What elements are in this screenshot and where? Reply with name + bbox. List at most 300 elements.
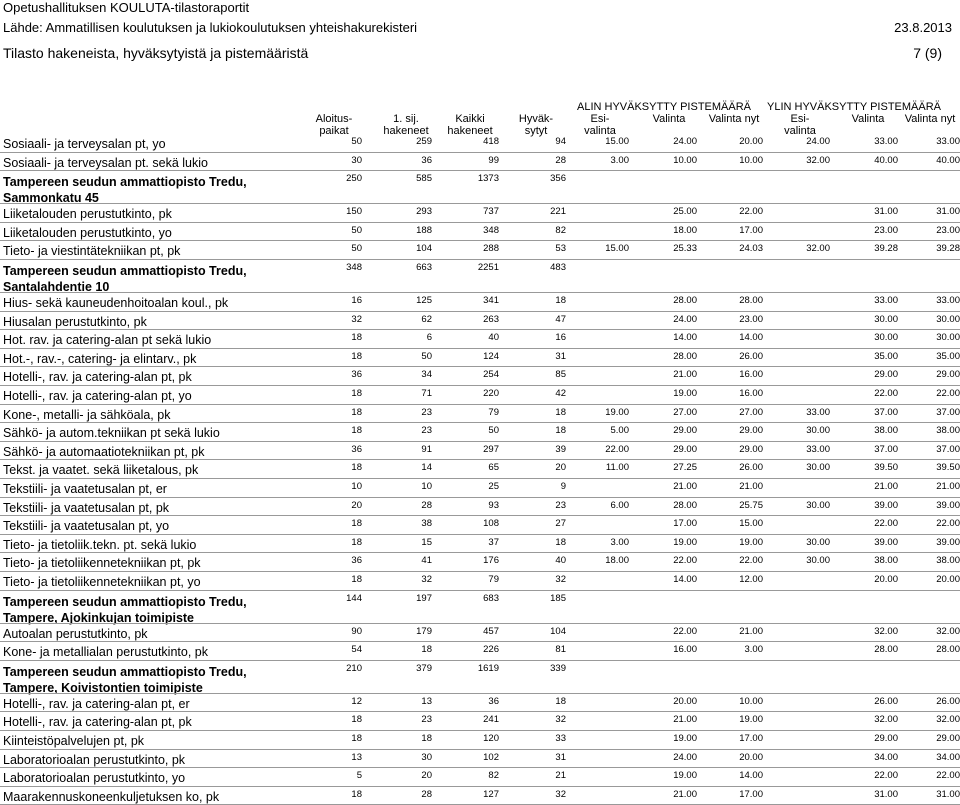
table-row (0, 535, 960, 554)
cell-value: 341 (483, 295, 499, 306)
cell-value: 32.00 (874, 625, 898, 637)
cell-value: 14.00 (673, 574, 697, 585)
table-row (0, 330, 960, 349)
cell-value: 16.00 (739, 388, 763, 399)
cell-value: 36 (351, 555, 362, 567)
app-title: Opetushallituksen KOULUTA-tilastoraportit (3, 0, 250, 15)
table-row (0, 241, 960, 260)
cell-value: 210 (346, 662, 362, 674)
table-row (0, 768, 960, 787)
table-row (0, 553, 960, 572)
row-label: Hotelli-, rav. ja catering-alan pt, er (3, 696, 190, 711)
cell-value: 50 (421, 350, 432, 362)
cell-value: 18 (555, 406, 566, 418)
cell-value: 17.00 (739, 224, 763, 236)
cell-value: 21 (555, 770, 566, 782)
cell-value: 5 (356, 770, 362, 782)
cell-value: 31.00 (936, 206, 960, 218)
cell-value: 39.28 (936, 243, 960, 255)
cell-value: 19.00 (673, 536, 697, 548)
cell-value: 36 (351, 369, 362, 381)
report-title: Tilasto hakeneista, hyväksytyistä ja pistemääristä (3, 45, 309, 61)
cell-value: 79 (488, 406, 499, 418)
column-header-line: Aloitus- (315, 113, 353, 125)
cell-value: 32 (555, 714, 566, 726)
cell-value: 32.00 (806, 154, 830, 166)
cell-value: 22.00 (874, 388, 898, 399)
cell-value: 22.00 (673, 555, 697, 567)
cell-value: 21.00 (673, 788, 697, 800)
column-header-line: valinta (584, 125, 616, 137)
table-row (0, 516, 960, 535)
cell-value: 1619 (477, 662, 499, 674)
cell-value: 27 (555, 518, 566, 530)
cell-value: 23.00 (874, 224, 898, 236)
cell-value: 20.00 (673, 695, 697, 707)
cell-value: 29.00 (936, 369, 960, 381)
cell-value: 483 (550, 262, 566, 273)
cell-value: 30.00 (806, 499, 830, 511)
cell-value: 25 (488, 481, 499, 492)
row-label: Tieto- ja tietoliik.tekn. pt. sekä lukio (3, 537, 197, 552)
cell-value: 226 (483, 644, 499, 656)
cell-value: 32.00 (936, 714, 960, 726)
cell-value: 35.00 (936, 350, 960, 362)
cell-value: 32.00 (806, 243, 830, 255)
cell-value: 32.00 (936, 625, 960, 637)
cell-value: 28 (421, 499, 432, 511)
cell-value: 16.00 (673, 644, 697, 656)
cell-value: 18 (351, 714, 362, 726)
cell-value: 18 (555, 536, 566, 548)
row-label: Tieto- ja tietoliikennetekniikan pt, yo (3, 575, 201, 589)
cell-value: 79 (488, 574, 499, 585)
table-row (0, 312, 960, 331)
cell-value: 50 (351, 136, 362, 147)
cell-value: 29.00 (874, 369, 898, 381)
cell-value: 19.00 (673, 733, 697, 744)
row-label: Hotelli-, rav. ja catering-alan pt, yo (3, 389, 192, 403)
cell-value: 18 (351, 462, 362, 474)
cell-value: 20.00 (874, 574, 898, 585)
cell-value: 15.00 (739, 518, 763, 530)
cell-value: 14.00 (739, 770, 763, 782)
cell-value: 32 (351, 313, 362, 325)
cell-value: 90 (351, 625, 362, 637)
column-header-line: Hyväk- (518, 113, 554, 125)
table-row (0, 731, 960, 750)
column-header-line: hakeneet (447, 125, 493, 137)
table-row (0, 134, 960, 153)
cell-value: 356 (550, 173, 566, 185)
table-row (0, 624, 960, 643)
table-row (0, 349, 960, 368)
cell-value: 28.00 (739, 295, 763, 306)
table-row (0, 750, 960, 769)
cell-value: 24.00 (673, 751, 697, 763)
cell-value: 50 (351, 224, 362, 236)
cell-value: 31.00 (936, 788, 960, 800)
cell-value: 28 (421, 788, 432, 800)
cell-value: 33.00 (936, 136, 960, 147)
cell-value: 3.00 (610, 536, 629, 548)
cell-value: 31 (555, 350, 566, 362)
cell-value: 36 (488, 695, 499, 707)
cell-value: 120 (483, 733, 499, 744)
cell-value: 26.00 (936, 695, 960, 707)
cell-value: 29.00 (673, 425, 697, 437)
report-date: 23.8.2013 (894, 20, 952, 35)
cell-value: 125 (416, 295, 432, 306)
cell-value: 39.28 (874, 243, 898, 255)
row-label: Tekst. ja vaatet. sekä liiketalous, pk (3, 463, 199, 478)
cell-value: 10.00 (739, 695, 763, 707)
section-row (0, 171, 960, 204)
cell-value: 38.00 (936, 555, 960, 567)
cell-value: 36 (351, 443, 362, 455)
cell-value: 20 (421, 770, 432, 782)
row-label: Hot. rav. ja catering-alan pt sekä lukio (3, 333, 212, 348)
cell-value: 85 (555, 369, 566, 381)
cell-value: 30.00 (936, 332, 960, 344)
section-row (0, 591, 960, 624)
cell-value: 188 (416, 224, 432, 236)
cell-value: 28.00 (874, 644, 898, 656)
cell-value: 250 (346, 173, 362, 185)
cell-value: 37.00 (936, 406, 960, 418)
cell-value: 29.00 (739, 425, 763, 437)
cell-value: 5.00 (610, 425, 629, 437)
cell-value: 65 (488, 462, 499, 474)
column-header-line: sytyt (524, 125, 548, 137)
cell-value: 6.00 (610, 499, 629, 511)
cell-value: 18 (351, 388, 362, 399)
cell-value: 54 (351, 644, 362, 656)
cell-value: 32 (421, 574, 432, 585)
cell-value: 16.00 (739, 369, 763, 381)
cell-value: 22.00 (739, 555, 763, 567)
cell-value: 32 (555, 574, 566, 585)
cell-value: 18 (351, 574, 362, 585)
cell-value: 16 (555, 332, 566, 344)
cell-value: 14.00 (739, 332, 763, 344)
row-label: Kone- ja metallialan perustutkinto, pk (3, 645, 208, 660)
cell-value: 23.00 (739, 313, 763, 325)
cell-value: 34 (421, 369, 432, 381)
column-header-line: 1. sij. (393, 113, 419, 125)
table-row (0, 694, 960, 713)
column-header-line: valinta (784, 125, 816, 137)
cell-value: 33.00 (874, 295, 898, 306)
cell-value: 1373 (477, 173, 499, 185)
table-row (0, 642, 960, 661)
cell-value: 179 (416, 625, 432, 637)
cell-value: 21.00 (673, 369, 697, 381)
cell-value: 37 (488, 536, 499, 548)
cell-value: 32.00 (874, 714, 898, 726)
row-label: Sähkö- ja automaatiotekniikan pt, pk (3, 444, 205, 459)
cell-value: 94 (555, 136, 566, 147)
table-row (0, 423, 960, 442)
cell-value: 37.00 (874, 443, 898, 455)
cell-value: 30 (351, 154, 362, 166)
cell-value: 13 (351, 751, 362, 763)
cell-value: 102 (483, 751, 499, 763)
cell-value: 3.00 (610, 154, 629, 166)
cell-value: 10 (421, 481, 432, 492)
cell-value: 21.00 (673, 714, 697, 726)
table-row (0, 712, 960, 731)
cell-value: 39.00 (936, 536, 960, 548)
cell-value: 82 (488, 770, 499, 782)
cell-value: 25.00 (673, 206, 697, 218)
cell-value: 38.00 (936, 425, 960, 437)
cell-value: 22.00 (874, 518, 898, 530)
cell-value: 47 (555, 313, 566, 325)
cell-value: 39.00 (874, 536, 898, 548)
table-row (0, 498, 960, 517)
table-row (0, 223, 960, 242)
cell-value: 39.00 (874, 499, 898, 511)
row-label: Tieto- ja viestintätekniikan pt, pk (3, 244, 181, 259)
cell-value: 50 (351, 243, 362, 255)
cell-value: 25.75 (739, 499, 763, 511)
source-line: Lähde: Ammatillisen koulutuksen ja lukiokoulutuksen yhteishakurekisteri (3, 20, 418, 35)
cell-value: 29.00 (739, 443, 763, 455)
row-label: Liiketalouden perustutkinto, yo (3, 225, 172, 240)
cell-value: 20 (351, 499, 362, 511)
cell-value: 13 (421, 695, 432, 707)
cell-value: 30.00 (806, 536, 830, 548)
cell-value: 29.00 (673, 443, 697, 455)
cell-value: 18.00 (673, 224, 697, 236)
table-row (0, 204, 960, 223)
cell-value: 22.00 (936, 388, 960, 399)
cell-value: 18 (351, 406, 362, 418)
column-header-line: Valinta (851, 113, 885, 125)
cell-value: 11.00 (605, 462, 629, 474)
cell-value: 36 (421, 154, 432, 166)
cell-value: 254 (483, 369, 499, 381)
cell-value: 38.00 (874, 555, 898, 567)
cell-value: 124 (483, 350, 499, 362)
column-header-line: paikat (319, 125, 349, 137)
cell-value: 15.00 (605, 136, 629, 147)
cell-value: 42 (555, 388, 566, 399)
cell-value: 62 (421, 313, 432, 325)
cell-value: 33.00 (874, 136, 898, 147)
row-label: Sosiaali- ja terveysalan pt. sekä lukio (3, 155, 208, 170)
cell-value: 10.00 (739, 154, 763, 166)
cell-value: 28 (555, 154, 566, 166)
cell-value: 50 (488, 425, 499, 437)
cell-value: 18 (421, 644, 432, 656)
column-header-line: Kaikki (455, 113, 485, 125)
row-label: Hotelli-, rav. ja catering-alan pt, pk (3, 370, 192, 385)
cell-value: 33 (555, 733, 566, 744)
cell-value: 18 (351, 332, 362, 344)
cell-value: 33.00 (806, 406, 830, 418)
cell-value: 297 (483, 443, 499, 455)
table-row (0, 153, 960, 172)
cell-value: 293 (416, 206, 432, 218)
column-header-line: hakeneet (383, 125, 429, 137)
cell-value: 21.00 (739, 625, 763, 637)
cell-value: 263 (483, 313, 499, 325)
cell-value: 81 (555, 644, 566, 656)
cell-value: 21.00 (874, 481, 898, 492)
cell-value: 16 (351, 295, 362, 306)
cell-value: 40.00 (936, 154, 960, 166)
column-header-7 (699, 113, 769, 125)
table-row (0, 572, 960, 591)
table-row (0, 367, 960, 386)
cell-value: 82 (555, 224, 566, 236)
table-row (0, 442, 960, 461)
cell-value: 30.00 (806, 555, 830, 567)
cell-value: 32 (555, 788, 566, 800)
row-label: Tekstiili- ja vaatetusalan pt, yo (3, 519, 170, 534)
cell-value: 29.00 (874, 733, 898, 744)
cell-value: 30.00 (874, 313, 898, 325)
column-header-line: Esi- (590, 113, 610, 125)
cell-value: 18 (351, 733, 362, 744)
table-row (0, 787, 960, 805)
cell-value: 288 (483, 243, 499, 255)
column-header-line: Valinta nyt (904, 113, 956, 125)
row-label: Maarakennuskoneenkuljetuksen ko, pk (3, 789, 220, 804)
cell-value: 38 (421, 518, 432, 530)
cell-value: 176 (483, 555, 499, 567)
cell-value: 457 (483, 625, 499, 637)
cell-value: 39.50 (936, 462, 960, 474)
row-label: Kiinteistöpalvelujen pt, pk (3, 734, 145, 748)
row-label: Sähkö- ja autom.tekniikan pt sekä lukio (3, 426, 220, 441)
cell-value: 91 (421, 443, 432, 455)
cell-value: 40 (555, 555, 566, 567)
cell-value: 25.33 (673, 243, 697, 255)
cell-value: 737 (483, 206, 499, 218)
cell-value: 24.00 (673, 136, 697, 147)
cell-value: 28.00 (936, 644, 960, 656)
cell-value: 24.00 (806, 136, 830, 147)
row-label: Hotelli-, rav. ja catering-alan pt, pk (3, 715, 192, 730)
cell-value: 30.00 (806, 425, 830, 437)
cell-value: 28.00 (673, 350, 697, 362)
column-header-line: Esi- (790, 113, 810, 125)
cell-value: 28.00 (673, 499, 697, 511)
cell-value: 220 (483, 388, 499, 399)
cell-value: 17.00 (673, 518, 697, 530)
cell-value: 30.00 (806, 462, 830, 474)
cell-value: 37.00 (874, 406, 898, 418)
group-header-ylin: YLIN HYVÄKSYTTY PISTEMÄÄRÄ (766, 101, 941, 113)
cell-value: 10 (351, 481, 362, 492)
section-label: Tampereen seudun ammattiopisto Tredu, Tampere, Koivistontien toimipiste (3, 664, 247, 695)
cell-value: 10.00 (673, 154, 697, 166)
row-label: Tekstiili- ja vaatetusalan pt, er (3, 482, 167, 496)
cell-value: 33.00 (936, 295, 960, 306)
cell-value: 28.00 (673, 295, 697, 306)
row-label: Sosiaali- ja terveysalan pt, yo (3, 137, 166, 151)
cell-value: 35.00 (874, 350, 898, 362)
column-header-10 (895, 113, 960, 125)
cell-value: 3.00 (744, 644, 763, 656)
cell-value: 683 (483, 592, 499, 604)
cell-value: 41 (421, 555, 432, 567)
cell-value: 20.00 (739, 751, 763, 763)
section-row (0, 260, 960, 293)
row-label: Hius- sekä kauneudenhoitoalan koul., pk (3, 296, 229, 310)
section-label: Tampereen seudun ammattiopisto Tredu, Santalahdentie 10 (3, 264, 247, 294)
cell-value: 18 (555, 295, 566, 306)
row-label: Hot.-, rav.-, catering- ja elintarv., pk (3, 351, 197, 366)
cell-value: 23 (421, 425, 432, 437)
cell-value: 29.00 (936, 733, 960, 744)
cell-value: 663 (416, 262, 432, 273)
cell-value: 22.00 (874, 770, 898, 782)
cell-value: 19.00 (739, 714, 763, 726)
table-row (0, 479, 960, 498)
cell-value: 17.00 (739, 788, 763, 800)
cell-value: 23.00 (936, 224, 960, 236)
cell-value: 20.00 (739, 136, 763, 147)
cell-value: 24.03 (739, 243, 763, 255)
cell-value: 14.00 (673, 332, 697, 344)
cell-value: 348 (483, 224, 499, 236)
cell-value: 26.00 (739, 350, 763, 362)
cell-value: 17.00 (739, 733, 763, 744)
cell-value: 18 (351, 350, 362, 362)
cell-value: 150 (346, 206, 362, 218)
section-label: Tampereen seudun ammattiopisto Tredu, Sammonkatu 45 (3, 175, 247, 206)
column-header-9 (833, 113, 903, 125)
cell-value: 21.00 (739, 481, 763, 492)
cell-value: 23 (421, 406, 432, 418)
cell-value: 27.00 (673, 406, 697, 418)
cell-value: 24.00 (673, 313, 697, 325)
cell-value: 108 (483, 518, 499, 530)
cell-value: 21.00 (673, 481, 697, 492)
cell-value: 33.00 (806, 443, 830, 455)
cell-value: 93 (488, 499, 499, 511)
cell-value: 22.00 (936, 518, 960, 530)
cell-value: 12.00 (739, 574, 763, 585)
cell-value: 18 (351, 518, 362, 530)
cell-value: 18 (351, 536, 362, 548)
row-label: Laboratorioalan perustutkinto, pk (3, 752, 186, 767)
cell-value: 20.00 (936, 574, 960, 585)
cell-value: 21.00 (936, 481, 960, 492)
cell-value: 241 (483, 714, 499, 726)
cell-value: 20 (555, 462, 566, 474)
cell-value: 31.00 (874, 788, 898, 800)
cell-value: 34.00 (936, 751, 960, 763)
section-label: Tampereen seudun ammattiopisto Tredu, Tampere, Ajokinkujan toimipiste (3, 594, 247, 625)
cell-value: 22.00 (673, 625, 697, 637)
cell-value: 104 (416, 243, 432, 255)
column-header-6 (634, 113, 704, 125)
cell-value: 22.00 (605, 443, 629, 455)
cell-value: 38.00 (874, 425, 898, 437)
cell-value: 197 (416, 592, 432, 604)
cell-value: 19.00 (739, 536, 763, 548)
cell-value: 14 (421, 462, 432, 474)
cell-value: 18 (351, 425, 362, 437)
cell-value: 39 (555, 443, 566, 455)
table-row (0, 405, 960, 424)
cell-value: 18 (351, 788, 362, 800)
